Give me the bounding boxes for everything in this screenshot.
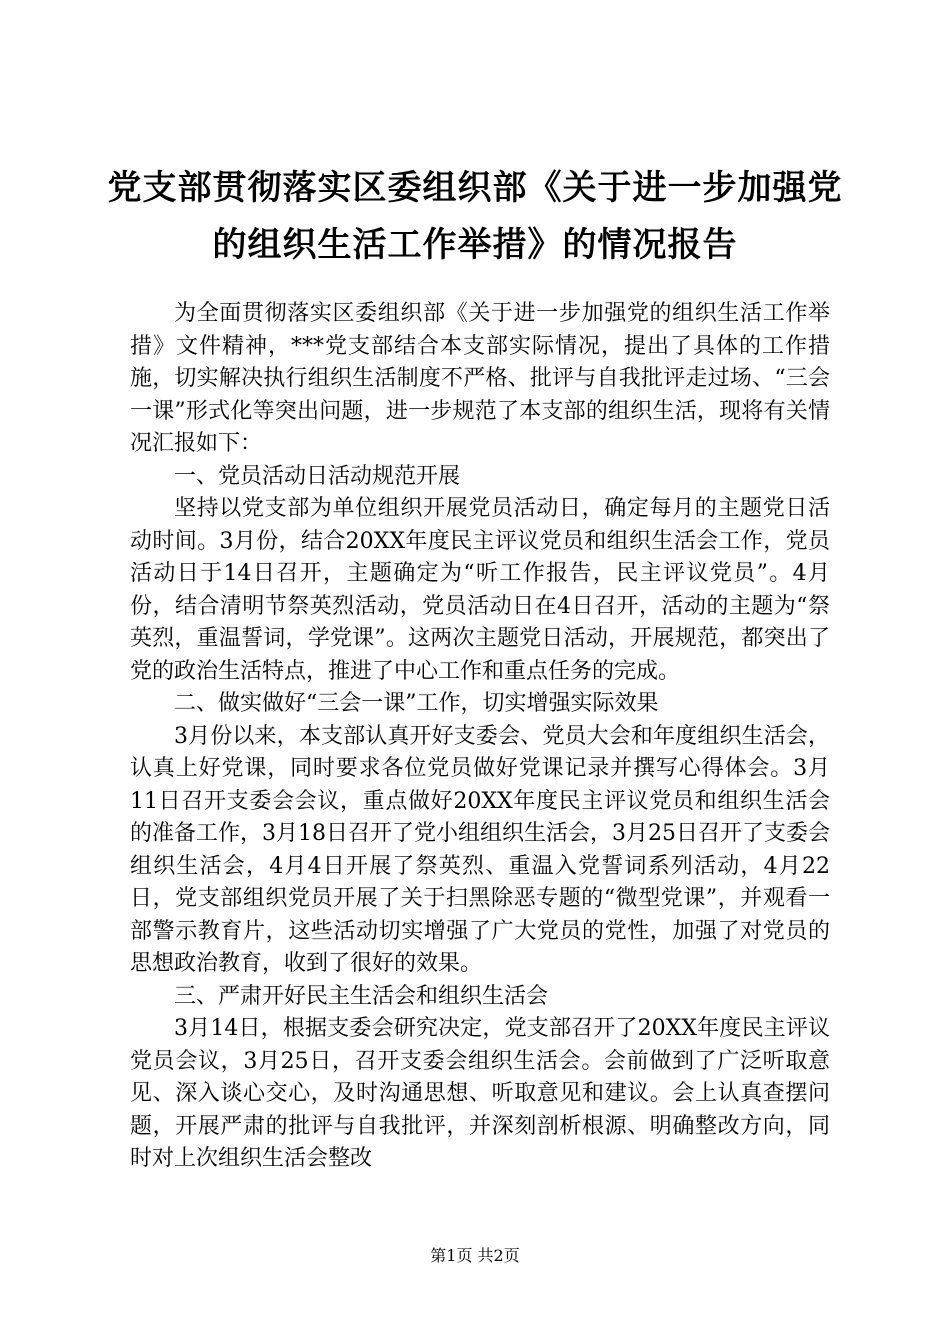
section-heading-1: 一、党员活动日活动规范开展 bbox=[174, 463, 461, 489]
section-heading-3: 三、严肃开好民主生活会和组织生活会 bbox=[174, 983, 549, 1009]
document-body bbox=[130, 298, 830, 1176]
section-heading-2: 二、做实做好“三会一课”工作，切实增强实际效果 bbox=[174, 691, 659, 716]
section-body-1: 坚持以党支部为单位组织开展党员活动日，确定每月的主题党日活动时间。3月份，结合20XX年度民主评议党员和组织生活会工作，党员活动日于14日召开，主题确定为“听工作报告，民主评议党员”。4月份，结合清明节祭英烈活动，党员活动日在4日召开，活动的主题为“祭英烈，重温誓词，学党课”。这两次主题党日活动，开展规范，都突出了党的政治生活特点，推进了中心工作和重点任务的完成。 bbox=[130, 496, 830, 684]
page-number: 第1页 共2页 bbox=[430, 1246, 520, 1265]
document-title: 党支部贯彻落实区委组织部《关于进一步加强党的组织生活工作举措》的情况报告 bbox=[107, 168, 843, 265]
intro-paragraph: 为全面贯彻落实区委组织部《关于进一步加强党的组织生活工作举措》文件精神，***党支部结合本支部实际情况，提出了具体的工作措施，切实解决执行组织生活制度不严格、批评与自我批评走过场、“三会一课”形式化等突出问题，进一步规范了本支部的组织生活，现将有关情况汇报如下： bbox=[130, 301, 830, 456]
section-body-2: 3月份以来，本支部认真开好支委会、党员大会和年度组织生活会，认真上好党课，同时要求各位党员做好党课记录并撰写心得体会。3月11日召开支委会会议，重点做好20XX年度民主评议党员和组织生活会的准备工作，3月18日召开了党小组组织生活会，3月25日召开了支委会组织生活会，4月4日开展了祭英烈、重温入党誓词系列活动，4月22日，党支部组织党员开展了关于扫黑除恶专题的“微型党课”，并观看一部警示教育片，这些活动切实增强了广大党员的党性，加强了对党员的思想政治教育，收到了很好的效果。 bbox=[130, 723, 830, 976]
section-body-3: 3月14日，根据支委会研究决定，党支部召开了20XX年度民主评议党员会议，3月25日，召开支委会组织生活会。会前做到了广泛听取意见、深入谈心交心，及时沟通思想、听取意见和建议。会上认真查摆问题，开展严肃的批评与自我批评，并深刻剖析根源、明确整改方向，同时对上次组织生活会整改 bbox=[130, 1016, 830, 1171]
